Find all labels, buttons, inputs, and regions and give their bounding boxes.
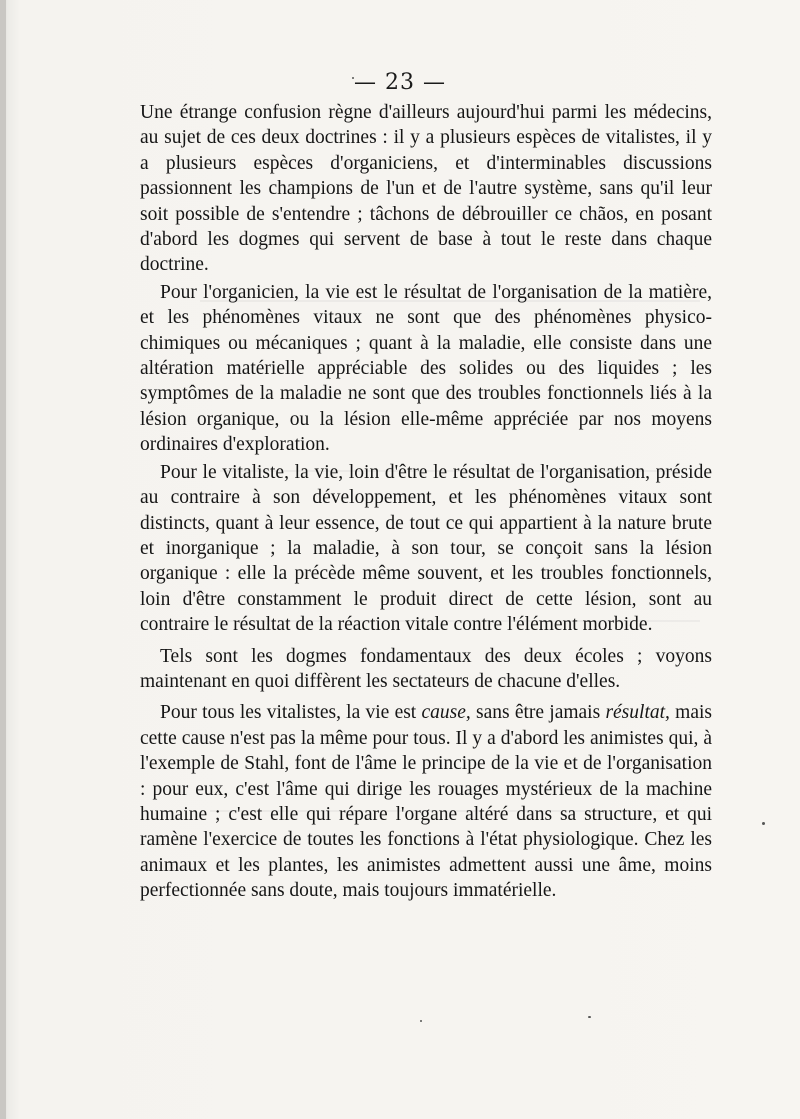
page-edge-shadow — [0, 0, 6, 1119]
page-number: — 23 — — [354, 70, 446, 95]
paragraph-5-part-1: Pour tous les vitalistes, la vie est — [160, 702, 422, 724]
paragraph-3: Pour le vitaliste, la vie, loin d'être le résultat de l'organisation, préside au contraire à son développement, et les phénomènes vitaux sont distincts, quant à leur essence, de tout ce qui appartient à la nature brute et inorganique ; la maladie, à son tour, se conçoit sans la lésion organique : elle la précède même souvent, et les troubles fonctionnels, loin d'être constamment le produit direct de cette lésion, sont au contraire le résultat de la réaction vitale contre l'élément morbide. — [140, 461, 712, 636]
paragraph-2: Pour l'organicien, la vie est le résultat de l'organisation de la matière, et les phénomènes vitaux ne sont que des phénomènes physico-chimiques ou mécaniques ; quant à la maladie, elle consiste dans une altération matérielle appréciable des solides ou des liquides ; les symptômes de la maladie ne sont que des troubles fonctionnels liés à la lésion organique, ou la lésion elle-même appréciée par nos moyens ordinaires d'exploration. — [140, 281, 712, 456]
italic-word-resultat: résultat, — [605, 702, 670, 724]
italic-word-cause: cause, — [421, 702, 471, 724]
paragraph-1: Une étrange confusion règne d'ailleurs aujourd'hui parmi les médecins, au sujet de ces deux doctrines : il y a plusieurs espèces de vitalistes, il y a plusieurs espèces d'organiciens, et d'interminables discussions passionnent les champions de l'un et de l'autre système, sans qu'il leur soit possible de s'entendre ; tâchons de débrouiller ce chãos, en posant d'abord les dogmes qui servent de base à tout le reste dans chaque doctrine. — [140, 102, 712, 276]
paragraph-5 — [140, 700, 712, 903]
paragraph-4: Tels sont les dogmes fondamentaux des deux écoles ; voyons maintenant en quoi diffèrent les sectateurs de chacune d'elles. — [140, 645, 712, 692]
body-text — [140, 100, 712, 906]
paragraph-5-part-2: sans être jamais — [470, 702, 606, 724]
paragraph-5-part-3: mais cette cause n'est pas la même pour tous. Il y a d'abord les animistes qui, à l'exemple de Stahl, font de l'âme le principe de la vie et de l'organisation : pour eux, c'est l'âme qui dirige les rouages mystérieux de la machine humaine ; c'est elle qui répare l'organe altéré dans sa structure, et qui ramène l'exercice de toutes les fonctions à l'état physiologique. Chez les animaux et les plantes, les animistes admettent aussi une âme, moins perfectionnée sans doute, mais toujours immatérielle. — [140, 702, 712, 902]
